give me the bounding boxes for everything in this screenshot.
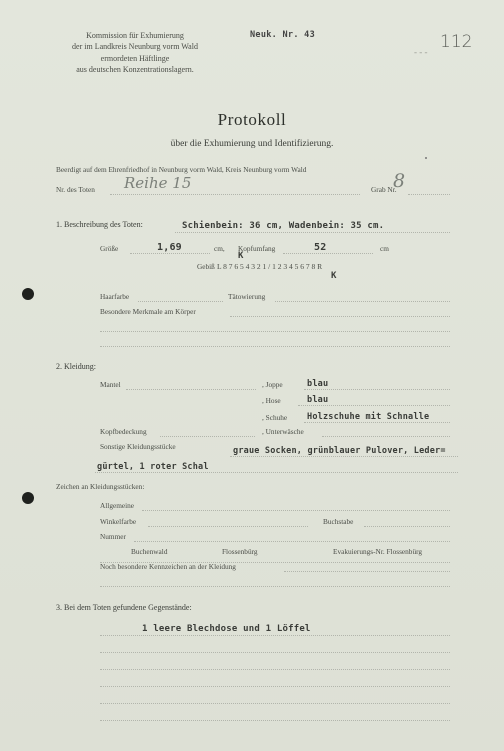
teeth-label: Gebiß xyxy=(197,262,215,271)
hair-line xyxy=(138,301,223,302)
coat-label: Mantel xyxy=(100,380,121,389)
punch-hole-top xyxy=(22,288,34,300)
bone-measurements: Schienbein: 36 cm, Wadenbein: 35 cm. xyxy=(182,221,385,231)
letter-line xyxy=(364,526,450,527)
org-line-2: der im Landkreis Neunburg vorm Wald xyxy=(72,42,198,52)
hair-label: Haarfarbe xyxy=(100,292,130,301)
burial-place: Beerdigt auf dem Ehrenfriedhof in Neunburg vorm Wald, Kreis Neunburg vorm Wald xyxy=(56,165,307,174)
grave-number-line xyxy=(408,194,450,195)
size-value: 1,69 xyxy=(157,242,182,253)
other-clothes-line-2 xyxy=(95,472,458,473)
other-clothes-value-2: gürtel, 1 roter Schal xyxy=(97,462,209,472)
teeth-mark-top: K xyxy=(238,251,244,261)
triangle-color-line xyxy=(148,526,308,527)
reference-number: Neuk. Nr. 43 xyxy=(250,30,316,40)
head-label: Kopfumfang xyxy=(238,244,276,253)
tattoo-label: Tätowierung xyxy=(228,292,266,301)
found-items-line-2 xyxy=(100,652,450,653)
shoes-value: Holzschuhe mit Schnalle xyxy=(307,412,430,422)
head-value: 52 xyxy=(314,242,327,253)
number-label: Nummer xyxy=(100,532,126,541)
found-items-line-1 xyxy=(100,635,450,636)
grave-number-value: 8 xyxy=(393,170,406,192)
general-line xyxy=(142,510,450,511)
dead-number-label: Nr. des Toten xyxy=(56,185,95,194)
triangle-color-label: Winkelfarbe xyxy=(100,517,137,526)
section-3-heading: 3. Bei dem Toten gefundene Gegenstände: xyxy=(56,603,192,612)
marks-line-2 xyxy=(100,331,450,332)
general-label: Allgemeine xyxy=(100,501,135,510)
underwear-line xyxy=(322,436,450,437)
shoes-line xyxy=(304,422,450,423)
buchenwald-label: Buchenwald xyxy=(131,547,168,556)
dead-number-line xyxy=(110,194,360,195)
other-clothes-line-1 xyxy=(230,456,458,457)
found-items-line-3 xyxy=(100,669,450,670)
grave-number-label: Grab Nr. xyxy=(371,185,397,194)
other-signs-line-1 xyxy=(284,571,450,572)
page-number-dashes: - - - xyxy=(414,47,428,57)
marks-label: Besondere Merkmale am Körper xyxy=(100,307,196,316)
size-line xyxy=(130,253,210,254)
org-line-4: aus deutschen Konzentrationslagern. xyxy=(76,64,194,74)
org-line-3: ermordeten Häftlinge xyxy=(100,53,170,63)
trousers-line xyxy=(298,405,450,406)
org-line-1: Kommission für Exhumierung xyxy=(86,31,184,40)
section-2-heading: 2. Kleidung: xyxy=(56,362,96,371)
teeth-scheme: L 8 7 6 5 4 3 2 1 / 1 2 3 4 5 6 7 8 R xyxy=(217,262,323,271)
commission-header xyxy=(50,30,220,75)
jacket-line xyxy=(304,389,450,390)
other-clothes-label: Sonstige Kleidungsstücke xyxy=(100,442,176,451)
document-subtitle: über die Exhumierung und Identifizierung. xyxy=(170,139,334,149)
found-items-line-5 xyxy=(100,703,450,704)
coat-line xyxy=(126,389,256,390)
signs-heading: Zeichen an Kleidungsstücken: xyxy=(56,482,145,491)
jacket-label: , Joppe xyxy=(262,380,283,389)
page-number: 112 xyxy=(440,32,473,52)
found-items: 1 leere Blechdose und 1 Löffel xyxy=(142,624,311,634)
flossenburg-label: Flossenbürg xyxy=(222,547,258,556)
marks-line-1 xyxy=(230,316,450,317)
tattoo-line xyxy=(275,301,450,302)
dead-number-value: Reihe 15 xyxy=(124,174,192,192)
section-1-heading: 1. Beschreibung des Toten: xyxy=(56,220,143,229)
punch-hole-bottom xyxy=(22,492,34,504)
size-label: Größe xyxy=(100,244,119,253)
document-title: Protokoll xyxy=(217,110,287,129)
other-clothes-value-1: graue Socken, grünblauer Pulover, Leder= xyxy=(233,446,446,456)
trousers-value: blau xyxy=(307,395,329,405)
evacuation-number-label: Evakuierungs-Nr. Flossenbürg xyxy=(333,547,423,556)
size-unit: cm, xyxy=(214,244,225,253)
trousers-label: , Hose xyxy=(262,396,281,405)
head-line xyxy=(283,253,373,254)
other-signs-label: Noch besondere Kennzeichen an der Kleidung xyxy=(100,562,236,571)
other-signs-line-2 xyxy=(100,586,450,587)
number-line xyxy=(134,541,450,542)
head-unit: cm xyxy=(380,244,389,253)
stray-mark xyxy=(425,157,427,159)
description-line xyxy=(175,232,450,233)
marks-line-3 xyxy=(100,346,450,347)
letter-label: Buchstabe xyxy=(323,517,354,526)
found-items-line-4 xyxy=(100,686,450,687)
headwear-label: Kopfbedeckung xyxy=(100,427,147,436)
teeth-mark-bottom: K xyxy=(331,271,337,281)
found-items-line-6 xyxy=(100,720,450,721)
headwear-line xyxy=(160,436,255,437)
underwear-label: , Unterwäsche xyxy=(262,427,304,436)
shoes-label: , Schuhe xyxy=(262,413,288,422)
jacket-value: blau xyxy=(307,379,329,389)
